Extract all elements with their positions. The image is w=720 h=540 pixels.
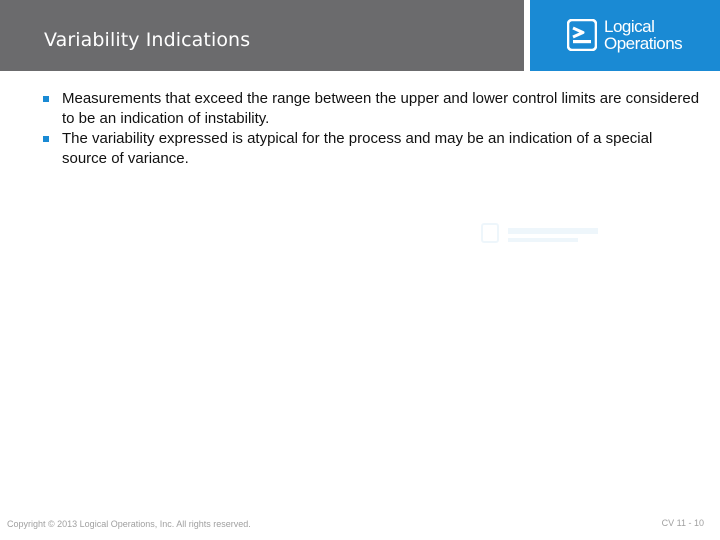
square-bullet-icon bbox=[43, 136, 49, 142]
watermark-logo-icon bbox=[478, 210, 608, 250]
title-bar bbox=[0, 0, 524, 71]
bullet-item bbox=[40, 89, 700, 129]
slide-title: Variability Indications bbox=[44, 29, 251, 51]
copyright-notice: Copyright © 2013 Logical Operations, Inc. All rights reserved. bbox=[7, 519, 251, 529]
logical-operations-logo-icon bbox=[567, 19, 597, 51]
bullet-text: The variability expressed is atypical for the process and may be an indication of a special source of variance. bbox=[62, 130, 653, 167]
brand-logo bbox=[530, 0, 720, 71]
bullet-item bbox=[40, 129, 700, 169]
logo-wordmark bbox=[604, 18, 682, 52]
logo-line-2: Operations bbox=[604, 34, 683, 53]
square-bullet-icon bbox=[43, 96, 49, 102]
page-reference: CV 11 - 10 bbox=[661, 518, 704, 528]
logo-line-1: Logical bbox=[604, 17, 655, 36]
bullet-text: Measurements that exceed the range between the upper and lower control limits are considered to be an indication of instability. bbox=[62, 90, 700, 127]
bullet-list bbox=[40, 89, 700, 169]
